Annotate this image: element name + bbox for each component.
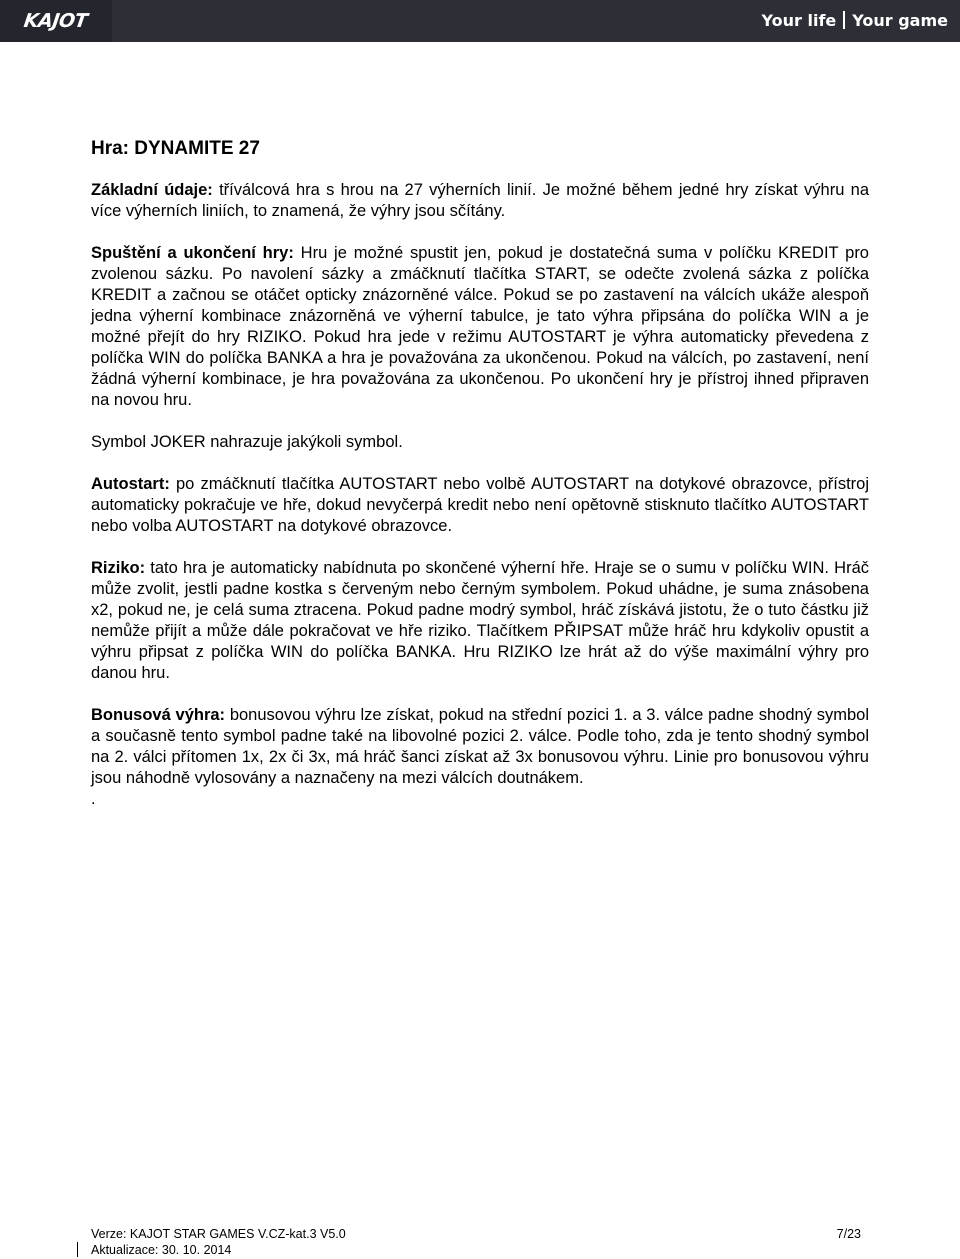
header-slogan [762, 0, 948, 42]
basic-info-paragraph [91, 180, 869, 222]
riziko-text: tato hra je automaticky nabídnuta po skončené výherní hře. Hraje se o sumu v políčku WIN. Hráč může zvolit, jestli padne kostka s červeným nebo černým symbolem. Pokud uhádne, je suma znásobena x2, pokud ne, je celá suma ztracena. Pokud padne modrý symbol, hráč získává jistotu, že o tuto částku již nemůže přijít a může dále pokračovat ve hře riziko. Tlačítkem PŘIPSAT může hráč hru kdykoliv opustit a výhru připsat z políčka WIN do políčka BANKA. Hru RIZIKO lze hrát až do výše maximální výhry pro danou hru. [91, 559, 869, 682]
footer-row [91, 1226, 861, 1242]
basic-info-label: Základní údaje: [91, 181, 213, 199]
change-bar-mark [77, 1242, 78, 1257]
start-end-label: Spuštění a ukončení hry: [91, 244, 294, 262]
basic-info-text: tříválcová hra s hrou na 27 výherních linií. Je možné během jedné hry získat výhru na více výherních liniích, to znamená, že výhry jsou sčítány. [91, 181, 870, 220]
autostart-paragraph [91, 474, 869, 537]
joker-paragraph: Symbol JOKER nahrazuje jakýkoli symbol. [91, 433, 403, 451]
kajot-logo [0, 0, 112, 42]
riziko-label: Riziko: [91, 559, 146, 577]
page-footer [91, 1226, 861, 1258]
bonus-label: Bonusová výhra: [91, 706, 226, 724]
slogan-left: Your life [761, 11, 837, 30]
bonus-text: bonusovou výhru lze získat, pokud na střední pozici 1. a 3. válce padne shodný symbol a současně tento symbol padne také na libovolné pozici 2. válce. Podle toho, zda je tento shodný symbol na 2. válci přítomen 1x, 2x či 3x, má hráč šanci získat až 3x bonusovou výhru. Linie pro bonusovou výhru jsou náhodně vylosovány a naznačeny na mezi válcích doutnákem. [91, 706, 869, 787]
header-bar [0, 0, 960, 42]
riziko-paragraph [91, 558, 869, 684]
slogan-right: Your game [852, 11, 948, 30]
autostart-label: Autostart: [91, 475, 170, 493]
version-text: Verze: KAJOT STAR GAMES V.CZ-kat.3 V5.0 [91, 1227, 346, 1241]
bonus-paragraph [91, 705, 869, 789]
trailing-dot: . [91, 790, 96, 808]
logo-text: KAJOT [22, 10, 90, 32]
page-number: 7/23 [836, 1227, 861, 1241]
start-end-text: Hru je možné spustit jen, pokud je dostatečná suma v políčku KREDIT pro zvolenou sázku. Po navolení sázky a zmáčknutí tlačítka START, se odečte zvolená sázka z políčka KREDIT a začnou se otáčet opticky znázorněné válce. Pokud se po zastavení na válcích ukáže alespoň jedna výherní kombinace znázorněná ve výherní tabulce, je tato výhra připsána do políčka WIN a je možné přejít do hry RIZIKO. Pokud hra jede v režimu AUTOSTART je výhra automaticky převedena z políčka WIN do políčka BANKA a hra je považována za ukončenou. Pokud na válcích, po zastavení, není žádná výherní kombinace, je hra považována za ukončenou. Po ukončení hry je přístroj ihned připraven na novou hru. [91, 244, 869, 409]
update-date: Aktualizace: 30. 10. 2014 [91, 1243, 232, 1257]
start-end-paragraph [91, 243, 869, 411]
autostart-text: po zmáčknutí tlačítka AUTOSTART nebo volbě AUTOSTART na dotykové obrazovce, přístroj automaticky pokračuje ve hře, dokud nevyčerpá kredit nebo není opětovně stisknuto tlačítko AUTOSTART nebo volba AUTOSTART na dotykové obrazovce. [91, 475, 869, 535]
document-body [91, 136, 869, 810]
page-title: Hra: DYNAMITE 27 [91, 138, 260, 159]
slogan-divider [843, 11, 845, 29]
